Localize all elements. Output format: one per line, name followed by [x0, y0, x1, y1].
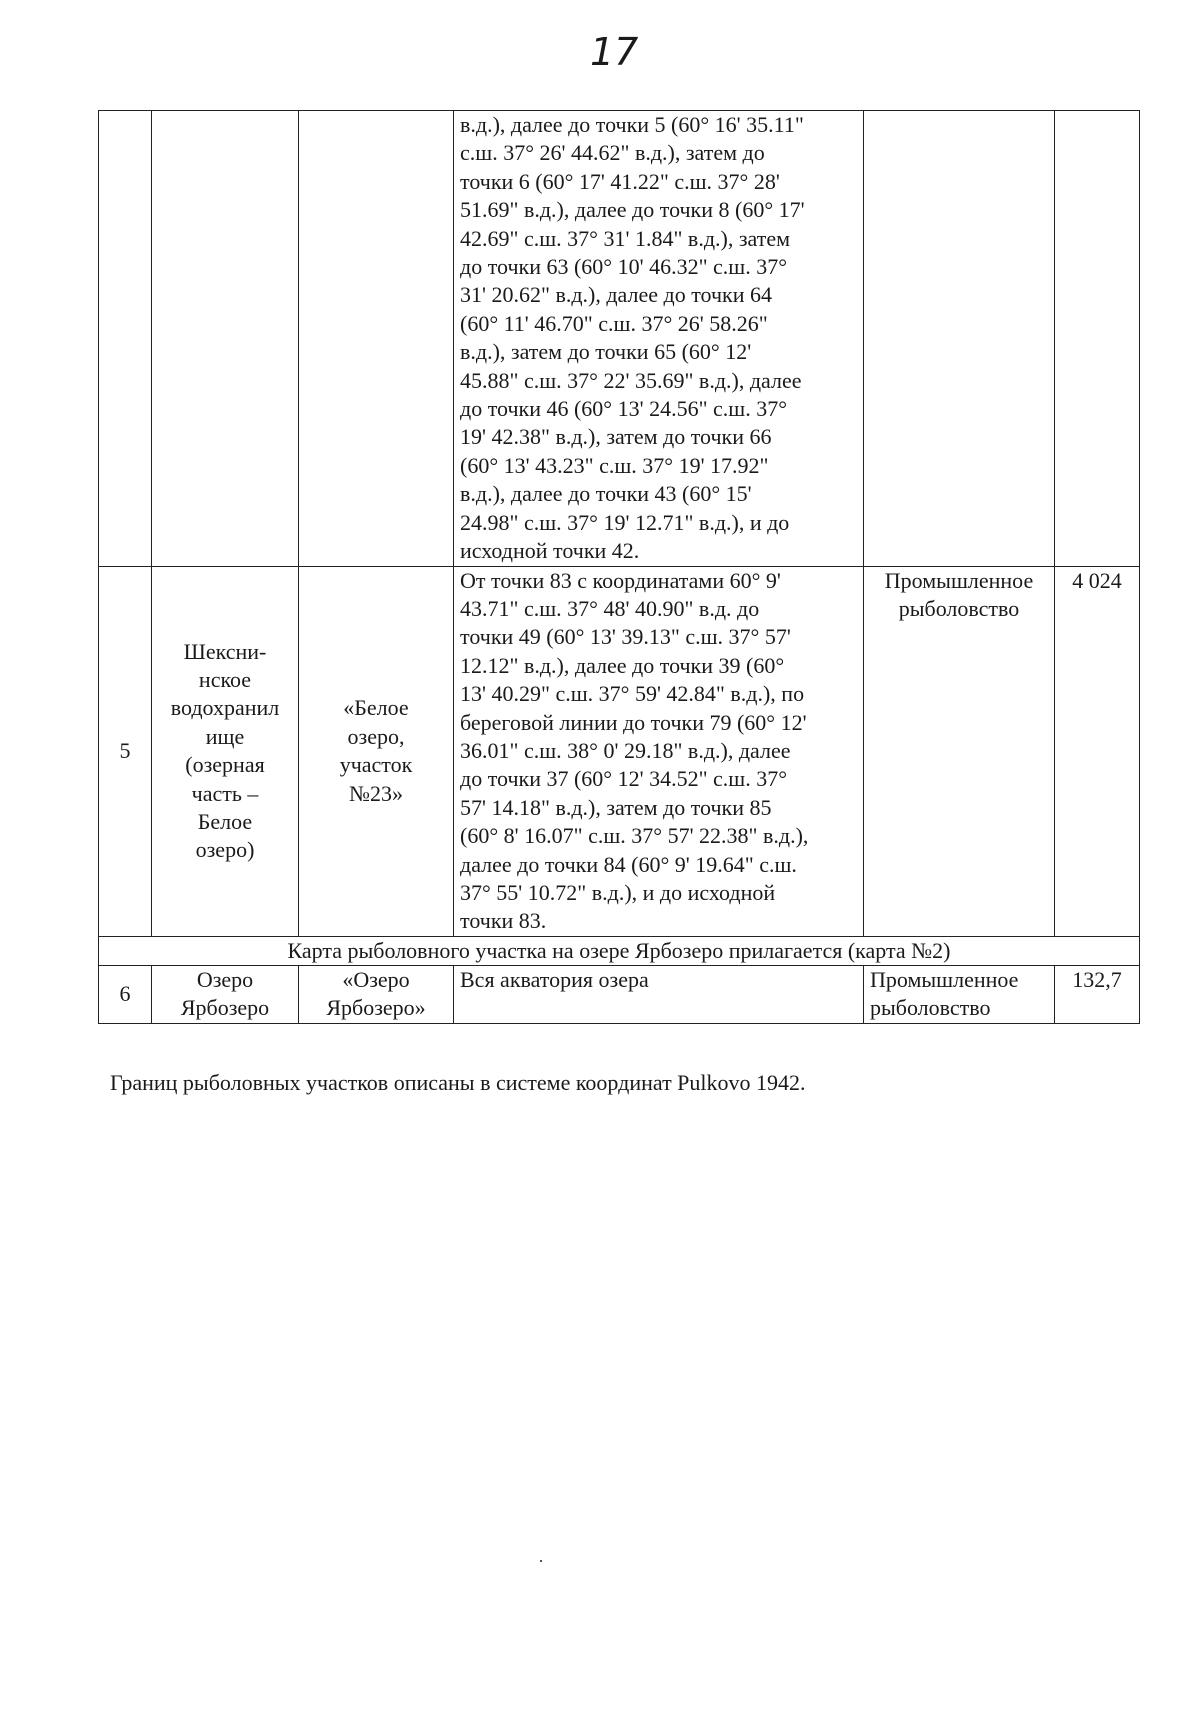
area-cell: 132,7 — [1055, 965, 1140, 1023]
fishing-plots-table — [98, 110, 1140, 1024]
plot-name-cell: «Озеро Ярбозеро» — [299, 965, 454, 1023]
row-number-cell — [99, 111, 152, 567]
water-body-cell — [152, 111, 299, 567]
water-body-cell: Шексни- нское водохранил ище (озерная часть – Белое озеро) — [152, 566, 299, 936]
plot-name-cell: «Белое озеро, участок №23» — [299, 566, 454, 936]
table-row — [99, 965, 1140, 1023]
row-number-cell: 5 — [99, 566, 152, 936]
use-type-cell: Промышленное рыболовство — [864, 965, 1055, 1023]
page-number: 17 — [590, 30, 639, 74]
boundary-description-cell: Вся акватория озера — [454, 965, 864, 1023]
table-row — [99, 111, 1140, 567]
boundary-description-text: От точки 83 с координатами 60° 9' 43.71" с.ш. 37° 48' 40.90" в.д. до точки 49 (60° 13' 39.13" с.ш. 37° 57' 12.12" в.д.), далее до точки 39 (60° 13' 40.29" с.ш. 37° 59' 42.84" в.д.), по береговой линии до точки 79 (60° 12' 36.01" с.ш. 38° 0' 29.18" в.д.), далее до точки 37 (60° 12' 34.52" с.ш. 37° 57' 14.18" в.д.), затем до точки 85 (60° 8' 16.07" с.ш. 37° 57' 22.38" в.д.), далее до точки 84 (60° 9' 19.64" с.ш. 37° 55' 10.72" в.д.), и до исходной точки 83. — [460, 567, 809, 934]
footnote: Границ рыболовных участков описаны в системе координат Pulkovo 1942. — [110, 1070, 806, 1095]
row-number-cell: 6 — [99, 965, 152, 1023]
scan-speck — [540, 1560, 542, 1562]
boundary-description-cell — [454, 566, 864, 936]
area-cell: 4 024 — [1055, 566, 1140, 936]
use-type-cell: Промышленное рыболовство — [864, 566, 1055, 936]
water-body-cell: Озеро Ярбозеро — [152, 965, 299, 1023]
boundary-description-cell — [454, 111, 864, 567]
boundary-description-text: в.д.), далее до точки 5 (60° 16' 35.11" с.ш. 37° 26' 44.62" в.д.), затем до точки 6 (60° 17' 41.22" с.ш. 37° 28' 51.69" в.д.), далее до точки 8 (60° 17' 42.69" с.ш. 37° 31' 1.84" в.д.), затем до точки 63 (60° 10' 46.32" с.ш. 37° 31' 20.62" в.д.), далее до точки 64 (60° 11' 46.70" с.ш. 37° 26' 58.26" в.д.), затем до точки 65 (60° 12' 45.88" с.ш. 37° 22' 35.69" в.д.), далее до точки 46 (60° 13' 24.56" с.ш. 37° 19' 42.38" в.д.), затем до точки 66 (60° 13' 43.23" с.ш. 37° 19' 17.92" в.д.), далее до точки 43 (60° 15' 24.98" с.ш. 37° 19' 12.71" в.д.), и до исходной точки 42. — [460, 112, 805, 564]
table-row — [99, 566, 1140, 936]
use-type-cell — [864, 111, 1055, 567]
plot-name-cell — [299, 111, 454, 567]
map-note-cell: Карта рыболовного участка на озере Ярбозеро прилагается (карта №2) — [99, 936, 1140, 965]
table-row — [99, 936, 1140, 965]
area-cell — [1055, 111, 1140, 567]
